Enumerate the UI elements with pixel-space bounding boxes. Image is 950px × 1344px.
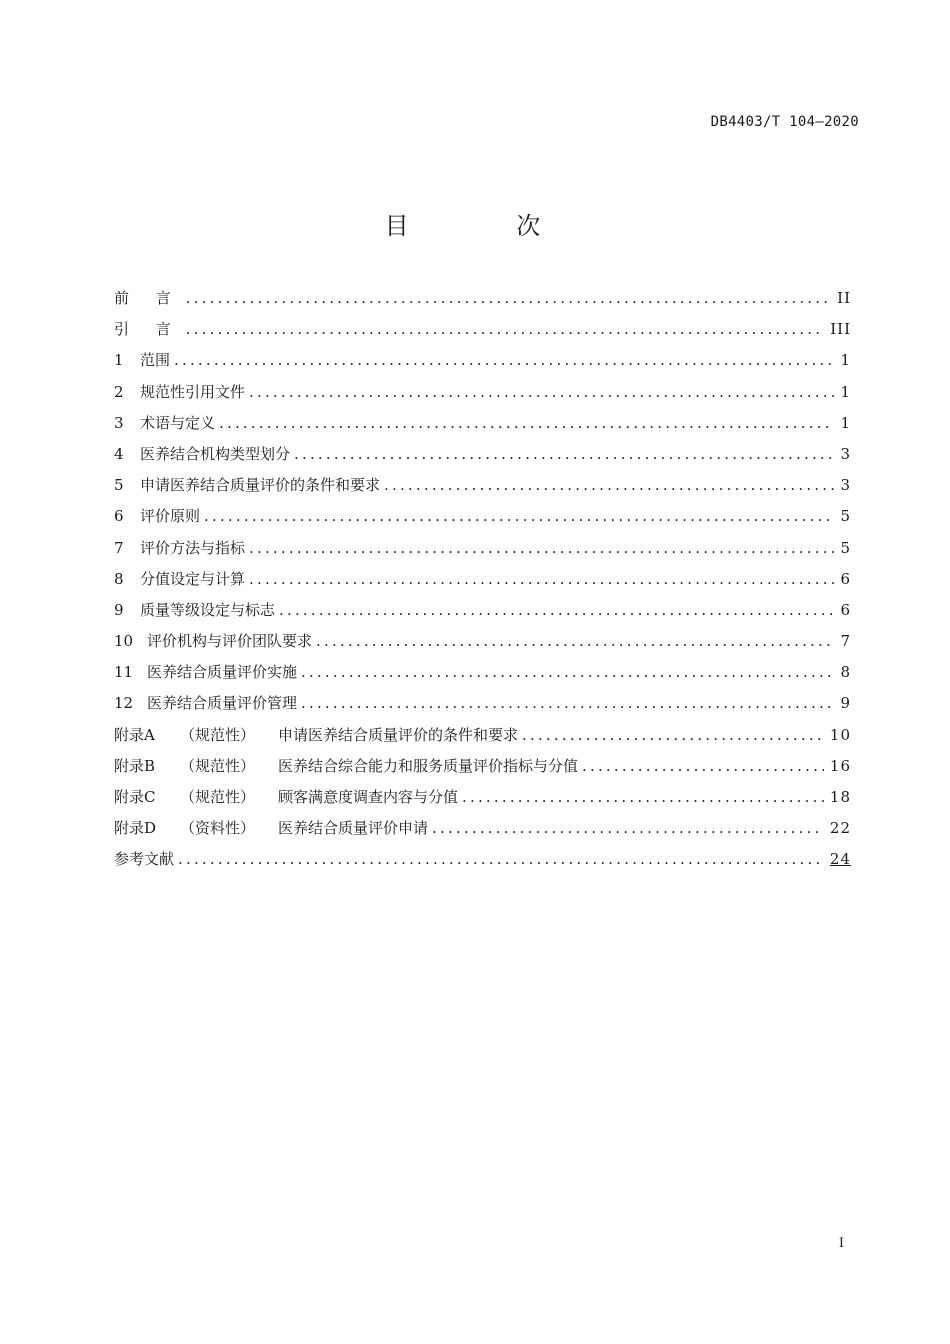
dot-leader xyxy=(384,470,834,501)
dot-leader xyxy=(301,657,834,688)
toc-entry-tag: （规范性） xyxy=(180,756,256,775)
toc-entry-5[interactable] xyxy=(114,470,851,501)
toc-entry-label: 前 言 xyxy=(114,289,182,307)
toc-entry-page: 3 xyxy=(840,476,851,495)
toc-entry-tag: （资料性） xyxy=(180,819,256,838)
toc-entry-label: 评价机构与评价团队要求 xyxy=(147,632,313,651)
toc-entry-page: II xyxy=(837,289,851,307)
dot-leader xyxy=(249,533,834,564)
toc-entry-label: 顾客满意度调查内容与分值 xyxy=(278,788,459,806)
toc-entry-9[interactable] xyxy=(114,595,851,626)
toc-entry-number: 5 xyxy=(114,476,124,495)
dot-leader xyxy=(249,564,834,595)
toc-entry-page: 22 xyxy=(829,819,851,838)
document-code: DB4403/T 104—2020 xyxy=(710,114,859,130)
toc-entry-label: 医养结合质量评价申请 xyxy=(278,819,429,838)
dot-leader xyxy=(249,377,834,408)
toc-entry-page: 3 xyxy=(840,444,851,463)
toc-entry-number: 附录D xyxy=(114,819,157,838)
toc-entry-label: 范围 xyxy=(140,351,171,370)
dot-leader xyxy=(186,314,824,345)
toc-entry-label: 申请医养结合质量评价的条件和要求 xyxy=(278,725,519,744)
toc-entry-11[interactable] xyxy=(114,657,851,688)
toc-entry-page: 8 xyxy=(840,663,851,682)
dot-leader xyxy=(316,626,834,657)
toc-entry-number: 4 xyxy=(114,444,124,463)
toc-entry-number: 1 xyxy=(114,351,124,370)
toc-entry-label: 医养结合质量评价管理 xyxy=(147,694,298,713)
toc-entry-number: 附录A xyxy=(114,725,155,744)
toc-entry-label: 评价方法与指标 xyxy=(140,538,246,557)
dot-leader xyxy=(462,782,824,813)
toc-entry-tag: （规范性） xyxy=(180,725,256,744)
toc-entry-references[interactable] xyxy=(114,844,851,875)
dot-leader xyxy=(178,844,824,875)
toc-entry-page: 24 xyxy=(829,850,851,869)
toc-entry-page: 1 xyxy=(840,382,851,401)
toc-entry-7[interactable] xyxy=(114,533,851,564)
toc-entry-12[interactable] xyxy=(114,688,851,719)
toc-entry-number: 11 xyxy=(114,663,134,682)
page-title: 目 次 xyxy=(384,212,591,240)
toc-entry-number: 2 xyxy=(114,382,124,401)
toc-entry-introduction[interactable] xyxy=(114,314,851,345)
toc-entry-3[interactable] xyxy=(114,408,851,439)
toc-entry-6[interactable] xyxy=(114,501,851,532)
toc-entry-label: 规范性引用文件 xyxy=(140,382,246,401)
toc-entry-number: 12 xyxy=(114,694,134,713)
toc-entry-label: 申请医养结合质量评价的条件和要求 xyxy=(140,476,381,495)
toc-entry-number: 6 xyxy=(114,507,124,526)
toc-entry-label: 引 言 xyxy=(114,320,182,339)
dot-leader xyxy=(582,751,824,782)
toc-entry-number: 9 xyxy=(114,600,124,619)
toc-entry-page: 16 xyxy=(829,756,851,775)
toc-entry-page: 7 xyxy=(840,632,851,651)
dot-leader xyxy=(279,595,834,626)
toc-entry-4[interactable] xyxy=(114,439,851,470)
toc-entry-label: 医养结合综合能力和服务质量评价指标与分值 xyxy=(278,756,579,775)
toc-entry-label: 分值设定与计算 xyxy=(140,569,246,588)
toc-entry-page: 6 xyxy=(840,569,851,588)
toc-entry-number: 附录C xyxy=(114,788,156,806)
page-number: I xyxy=(838,1236,844,1251)
table-of-contents xyxy=(114,283,851,876)
toc-entry-label: 医养结合机构类型划分 xyxy=(140,444,291,463)
toc-entry-page: III xyxy=(830,320,851,339)
toc-entry-label: 医养结合质量评价实施 xyxy=(147,663,298,682)
dot-leader xyxy=(204,501,834,532)
toc-entry-page: 10 xyxy=(829,725,851,744)
toc-entry-page: 1 xyxy=(840,413,851,432)
toc-entry-page: 18 xyxy=(829,788,851,806)
toc-entry-page: 5 xyxy=(840,507,851,526)
toc-entry-2[interactable] xyxy=(114,377,851,408)
toc-entry-tag: （规范性） xyxy=(180,788,256,806)
toc-entry-page: 5 xyxy=(840,538,851,557)
toc-entry-1[interactable] xyxy=(114,345,851,376)
toc-entry-number: 10 xyxy=(114,632,134,651)
toc-entry-number: 附录B xyxy=(114,756,156,775)
dot-leader xyxy=(174,345,834,376)
dot-leader xyxy=(219,408,834,439)
toc-entry-foreword[interactable] xyxy=(114,283,851,314)
dot-leader xyxy=(522,720,824,751)
dot-leader xyxy=(432,813,824,844)
toc-entry-number: 3 xyxy=(114,413,124,432)
toc-entry-appendix-c[interactable] xyxy=(114,782,851,813)
toc-entry-label: 质量等级设定与标志 xyxy=(140,600,276,619)
toc-entry-appendix-a[interactable] xyxy=(114,720,851,751)
toc-entry-8[interactable] xyxy=(114,564,851,595)
toc-entry-label: 参考文献 xyxy=(114,850,175,869)
toc-entry-number: 8 xyxy=(114,569,124,588)
toc-entry-appendix-d[interactable] xyxy=(114,813,851,844)
dot-leader xyxy=(301,688,834,719)
toc-entry-page: 1 xyxy=(840,351,851,370)
toc-entry-label: 术语与定义 xyxy=(140,413,216,432)
toc-entry-page: 6 xyxy=(840,600,851,619)
toc-entry-10[interactable] xyxy=(114,626,851,657)
toc-entry-appendix-b[interactable] xyxy=(114,751,851,782)
toc-entry-number: 7 xyxy=(114,538,124,557)
toc-entry-page: 9 xyxy=(840,694,851,713)
toc-entry-label: 评价原则 xyxy=(140,507,201,526)
dot-leader xyxy=(186,283,831,314)
dot-leader xyxy=(294,439,834,470)
